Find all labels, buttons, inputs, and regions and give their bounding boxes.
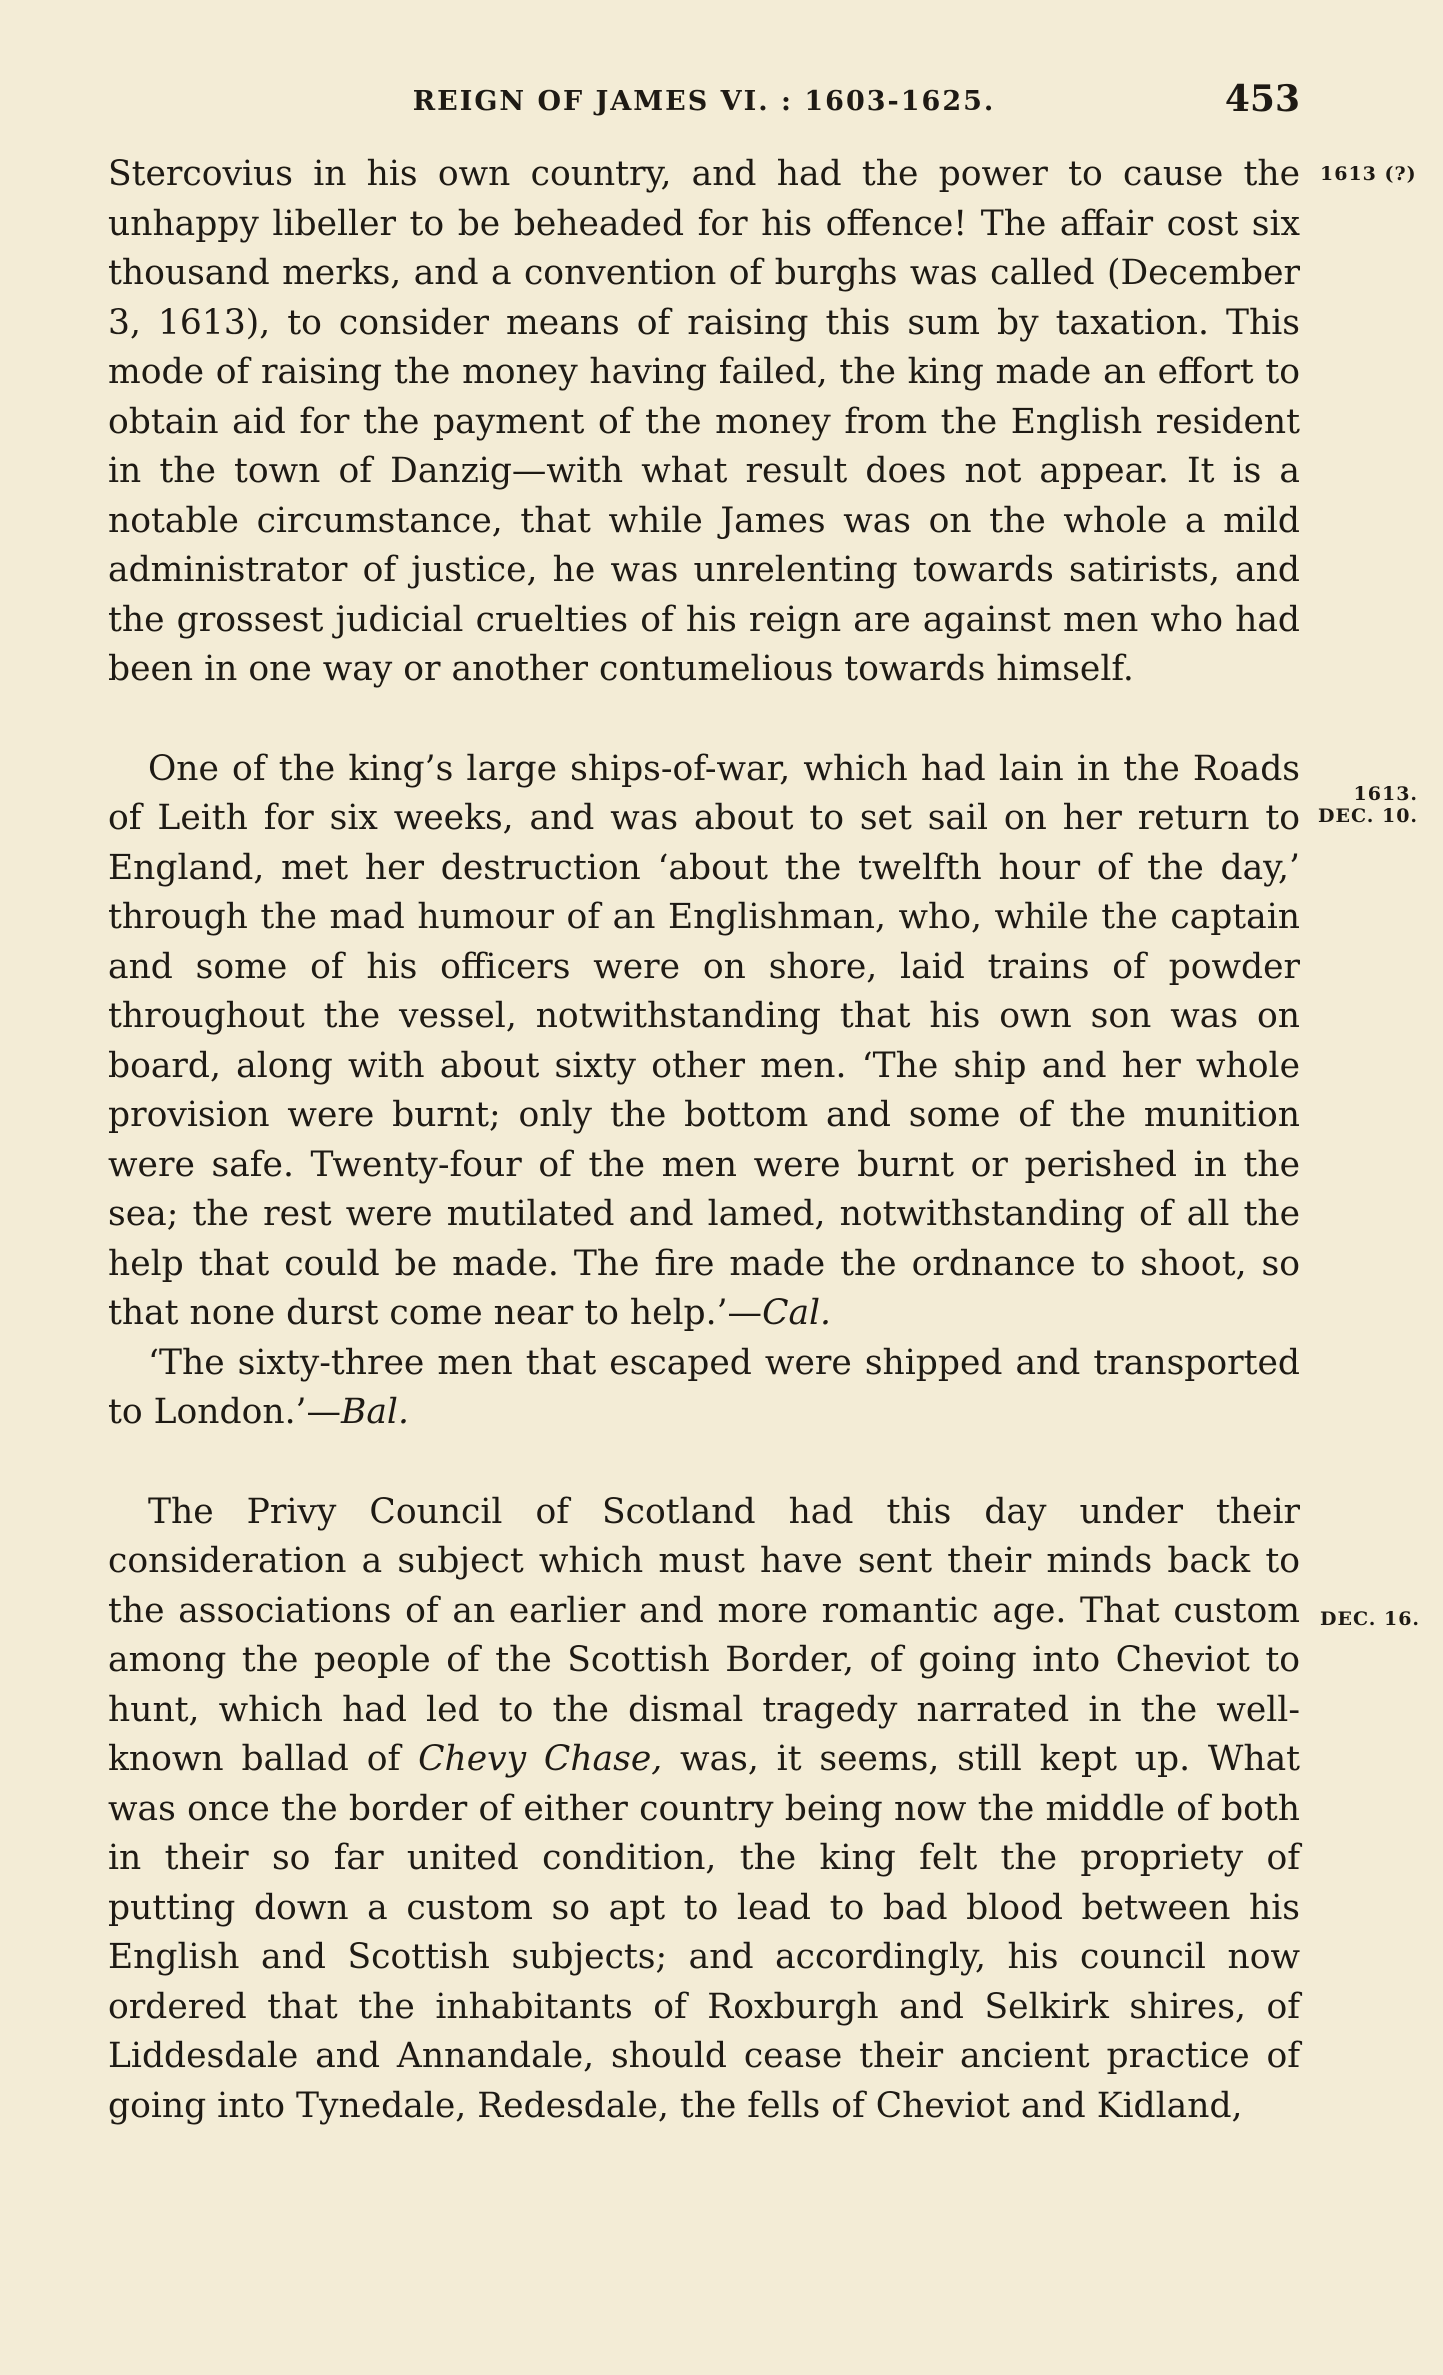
running-head (108, 78, 1300, 128)
margin-note-dec-16: DEC. 16. (1320, 1608, 1421, 1630)
margin-note-1613: 1613 (?) (1320, 163, 1417, 185)
paragraph-ship-burning (108, 745, 1300, 1339)
text-column (108, 150, 1300, 2131)
paragraph-privy-council (108, 1488, 1300, 2132)
source-bal: Bal. (341, 1392, 409, 1432)
margin-note-dec-10 (1318, 783, 1418, 827)
margin-year: 1613. (1353, 783, 1419, 805)
paragraph-stercovius: Stercovius in his own country, and had the power to cause the unhappy libeller to be beheaded for his offence! The affair cost six thousand merks, and a convention of burghs was called (December 3, 1613), to consider means of raising this sum by taxation. This mode of raising the money having failed, the king made an effort to obtain aid for the payment of the money from the English resident in the town of Danzig—with what result does not appear. It is a notable circumstance, that while James was on the whole a mild administrator of justice, he was unrelenting towards satirists, and the grossest judicial cruelties of his reign are against men who had been in one way or another contumelious towards himself. (108, 154, 1300, 689)
margin-date: DEC. 10. (1318, 805, 1419, 827)
paragraph-sixty-three-men (108, 1339, 1300, 1438)
ballad-title: Chevy Chase, (418, 1739, 663, 1779)
ship-burning-text: One of the king’s large ships-of-war, which had lain in the Roads of Leith for six weeks, and was about to set sail on her return to England, met her destruction ‘about the twelfth hour of the day,’ through the mad humour of an Englishman, who, while the captain and some of his officers were on shore, laid trains of powder throughout the vessel, notwithstanding that his own son was on board, along with about sixty other men. ‘The ship and her whole provision were burnt; only the bottom and some of the munition were safe. Twenty-four of the men were burnt or perished in the sea; the rest were mutilated and lamed, notwithstanding of all the help that could be made. The fire made the ordnance to shoot, so that none durst come near to help.’— (108, 748, 1300, 1333)
privy-council-text-a: The Privy Council of Scotland had this day under their consideration a subject which must have sent their minds back to the associations of an earlier and more romantic age. That custom among the people of the Scottish Border, of going into Cheviot to hunt, which had led to the dismal tragedy narrated in the well-known ballad of (108, 1491, 1300, 1779)
sixty-three-men-text: ‘The sixty-three men that escaped were shipped and transported to London.’— (108, 1342, 1300, 1432)
running-title: REIGN OF JAMES VI. : 1603-1625. (412, 86, 996, 117)
source-cal: Cal. (762, 1293, 832, 1333)
page-number: 453 (1224, 78, 1300, 120)
privy-council-text-b: was, it seems, still kept up. What was once the border of either country being now the middle of both in their so far united condition, the king felt the propriety of putting down a custom so apt to lead to bad blood between his English and Scottish subjects; and accordingly, his council now ordered that the inhabitants of Roxburgh and Selkirk shires, of Liddesdale and Annandale, should cease their ancient practice of going into Tynedale, Redesdale, the fells of Cheviot and Kidland, (108, 1739, 1300, 2126)
